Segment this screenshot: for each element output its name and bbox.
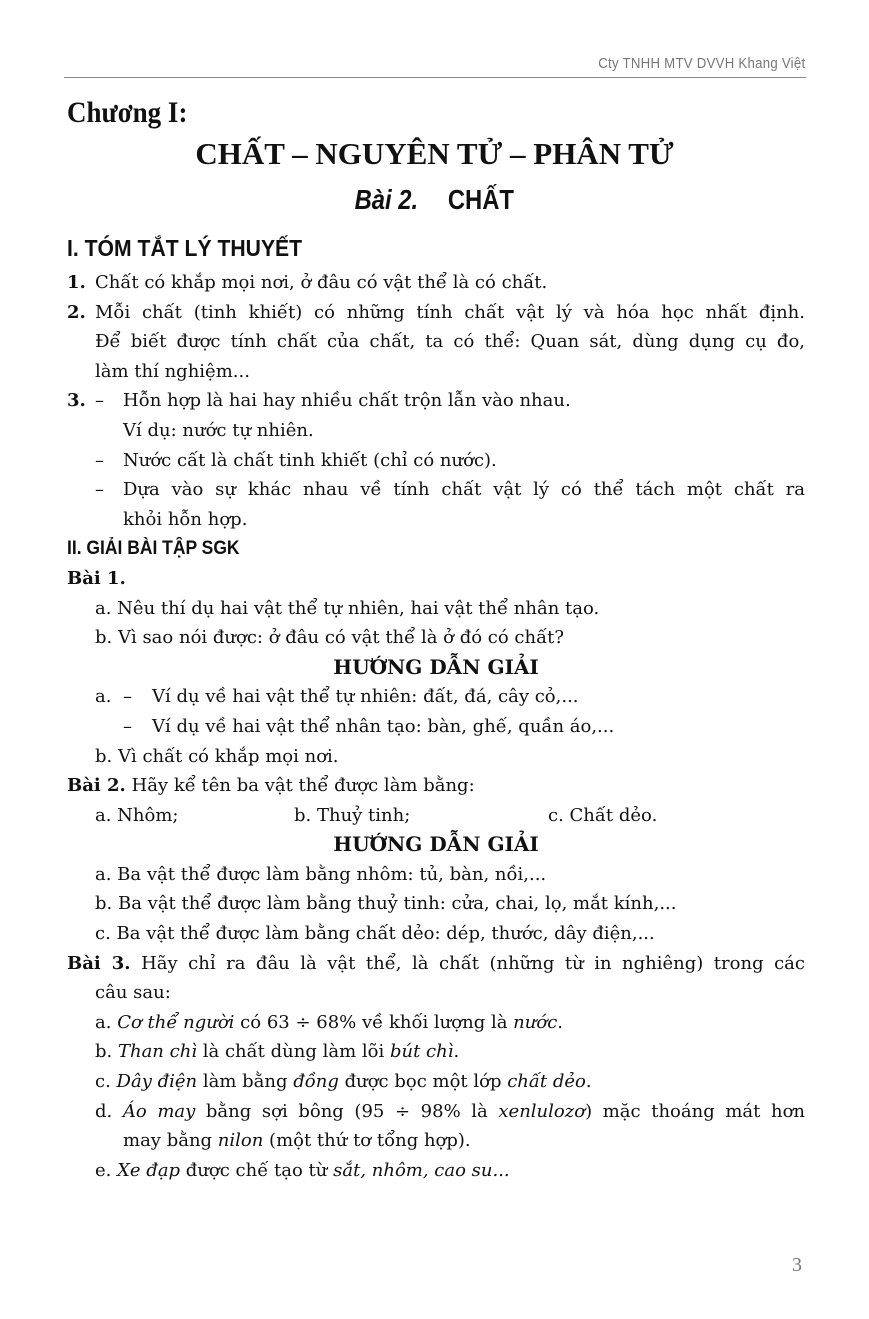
exercise-3-item-d-line (67, 1126, 805, 1156)
header-rule (64, 77, 806, 78)
solution-heading: HƯỚNG DẪN GIẢI (333, 832, 539, 857)
text-segment: ) mặc thoáng mát hơn (585, 1100, 805, 1122)
solution-heading: HƯỚNG DẪN GIẢI (333, 654, 539, 679)
option-c: c. Chất dẻo. (548, 804, 658, 826)
theory-item-2 (67, 298, 805, 328)
exercise-3-item-a (67, 1008, 805, 1038)
exercise-1-solution-a1 (67, 682, 805, 712)
text-segment: Cơ thể người (117, 1011, 235, 1033)
lesson-number: Bài 2. (354, 184, 419, 215)
text-segment: b. (95, 1041, 118, 1063)
exercise-label: Bài 2. (67, 775, 126, 797)
text-segment: nước (513, 1011, 558, 1033)
lesson-title (0, 184, 869, 216)
text-segment: . (453, 1041, 460, 1063)
text-segment: được chế tạo từ (180, 1159, 334, 1181)
page-number: 3 (792, 1254, 802, 1276)
theory-item-3a (67, 386, 805, 416)
text-segment: nilon (217, 1130, 264, 1152)
exercise-1-question-b: b. Vì sao nói được: ở đâu có vật thể là ở đó có chất? (95, 627, 565, 649)
text-segment: Áo may (122, 1100, 196, 1122)
item-number: 2. (67, 301, 86, 323)
text-segment: e. (95, 1159, 118, 1181)
theory-item-3b (67, 446, 805, 476)
section-heading-exercises: II. GIẢI BÀI TẬP SGK (67, 538, 240, 560)
text-segment: được bọc một lớp (338, 1071, 508, 1093)
text-segment: Dây điện (116, 1071, 198, 1093)
exercise-2-question (67, 771, 805, 801)
exercise-2-solution-c: c. Ba vật thể được làm bằng chất dẻo: dép, thước, dây điện,... (95, 923, 655, 945)
exercise-3-question (67, 949, 805, 979)
theory-item-2-line: làm thí nghiệm... (95, 360, 250, 382)
text-segment: may bằng (123, 1130, 218, 1152)
text-segment: làm bằng (197, 1071, 294, 1093)
theory-item-3c (67, 475, 805, 505)
chapter-title: CHẤT – NGUYÊN TỬ – PHÂN TỬ (195, 136, 674, 171)
item-text: Ví dụ về hai vật thể nhân tạo: bàn, ghế, quần áo,... (152, 715, 615, 737)
exercise-1-solution-a2 (67, 712, 805, 742)
item-number: 3. (67, 390, 86, 412)
item-number: 1. (67, 272, 86, 293)
text-segment: c. (95, 1071, 117, 1093)
text-segment: đồng (293, 1071, 339, 1093)
section-heading-theory: I. TÓM TẮT LÝ THUYẾT (67, 235, 303, 261)
text-line (67, 534, 805, 564)
chapter-label: Chương I: (67, 96, 188, 129)
text-segment: . (585, 1071, 592, 1093)
text-segment: là chất dùng làm lõi (197, 1041, 390, 1063)
exercise-label: Bài 3. (67, 952, 131, 974)
item-text: Mỗi chất (tinh khiết) có những tính chất vật lý và hóa học nhất định. (95, 301, 805, 323)
text-segment: d. (95, 1100, 123, 1122)
text-segment: a. (95, 1011, 118, 1033)
lesson-name: CHẤT (447, 184, 514, 215)
running-header: Cty TNHH MTV DVVH Khang Việt (597, 55, 805, 72)
question-text: Hãy kể tên ba vật thể được làm bằng: (125, 775, 475, 797)
theory-item-3a-example: Ví dụ: nước tự nhiên. (123, 419, 314, 441)
page-body (67, 268, 805, 1185)
dash: – (123, 686, 132, 708)
exercise-3-item-b (67, 1037, 805, 1067)
item-text: Chất có khắp mọi nơi, ở đâu có vật thể là có chất. (95, 272, 548, 293)
theory-item-3c-line: khỏi hỗn hợp. (123, 508, 248, 530)
item-text: Dựa vào sự khác nhau về tính chất vật lý có thể tách một chất ra (123, 479, 805, 501)
text-segment: có 63 ÷ 68% về khối lượng là (234, 1011, 514, 1033)
option-a: a. Nhôm; (95, 804, 179, 826)
exercise-3-question-line: câu sau: (95, 982, 171, 1004)
item-label: a. (95, 686, 112, 708)
dash: – (95, 479, 104, 501)
item-text: Hỗn hợp là hai hay nhiều chất trộn lẫn vào nhau. (123, 390, 571, 412)
text-segment: Xe đạp (117, 1159, 181, 1181)
dash: – (95, 449, 104, 471)
dash: – (123, 715, 132, 737)
text-segment: (một thứ tơ tổng hợp). (263, 1130, 471, 1152)
text-segment: sắt, nhôm, cao su... (333, 1159, 510, 1181)
exercise-3-item-c (67, 1067, 805, 1097)
exercise-2-solution-b: b. Ba vật thể được làm bằng thuỷ tinh: cửa, chai, lọ, mắt kính,... (95, 893, 677, 915)
text-segment: . (557, 1011, 564, 1033)
theory-item-1 (67, 268, 805, 298)
exercise-1-solution-b: b. Vì chất có khắp mọi nơi. (95, 745, 339, 767)
text-segment: bằng sợi bông (95 ÷ 98% là (195, 1100, 499, 1122)
exercise-2-options (67, 801, 805, 831)
text-segment: xenlulozơ (498, 1100, 586, 1122)
text-segment: bút chì (389, 1041, 454, 1063)
exercise-3-item-e (67, 1156, 805, 1186)
text-segment: Than chì (117, 1041, 198, 1063)
item-text: Ví dụ về hai vật thể tự nhiên: đất, đá, cây cỏ,... (152, 686, 579, 708)
exercise-2-solution-a: a. Ba vật thể được làm bằng nhôm: tủ, bàn, nồi,... (95, 863, 547, 885)
exercise-1-question-a: a. Nêu thí dụ hai vật thể tự nhiên, hai vật thể nhân tạo. (95, 597, 600, 619)
exercise-1-label: Bài 1. (67, 567, 126, 589)
option-b: b. Thuỷ tinh; (294, 804, 411, 826)
exercise-3-item-d (67, 1097, 805, 1127)
dash: – (95, 390, 104, 412)
theory-item-2-line: Để biết được tính chất của chất, ta có thể: Quan sát, dùng dụng cụ đo, (95, 331, 805, 353)
item-text: Nước cất là chất tinh khiết (chỉ có nước). (123, 449, 497, 471)
question-text: Hãy chỉ ra đâu là vật thể, là chất (những từ in nghiêng) trong các (130, 952, 805, 974)
text-segment: chất dẻo (507, 1071, 586, 1093)
